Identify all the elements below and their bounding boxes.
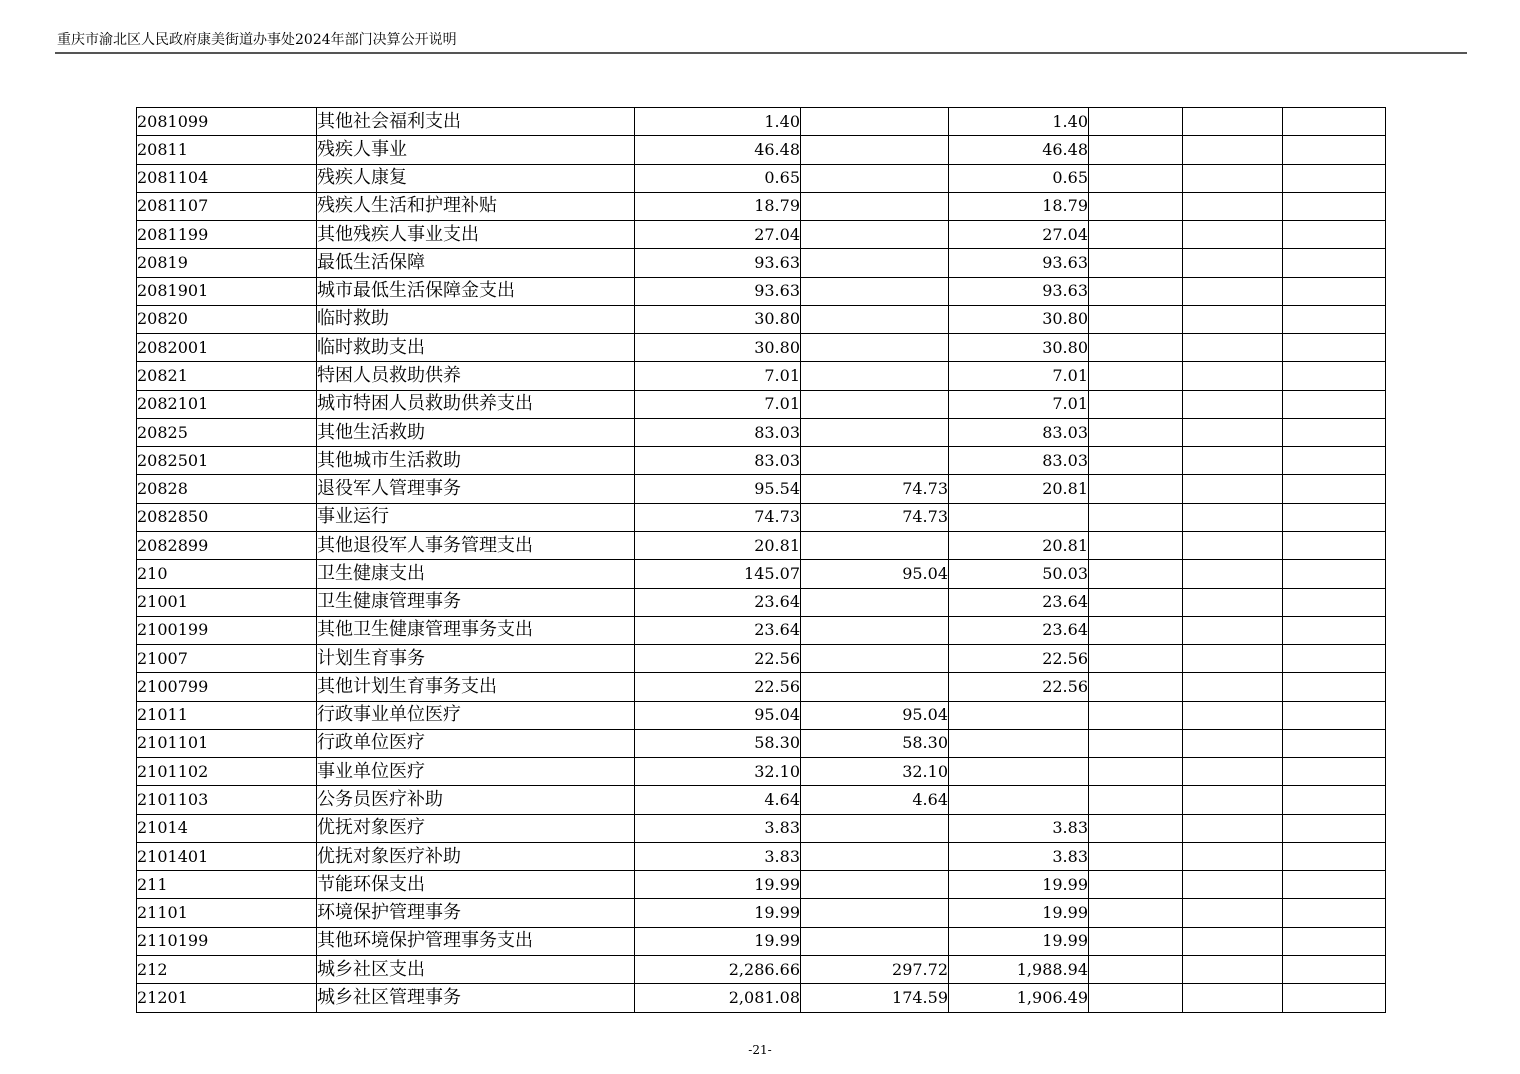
amount-cell [801,277,949,305]
empty-cell [1183,475,1283,503]
empty-cell [1183,418,1283,446]
empty-cell [1089,277,1183,305]
amount-cell [801,927,949,955]
code-cell: 210 [137,560,317,588]
amount-cell: 7.01 [635,362,801,390]
empty-cell [1183,701,1283,729]
amount-cell: 83.03 [635,447,801,475]
amount-cell: 145.07 [635,560,801,588]
name-cell: 残疾人事业 [317,136,635,164]
empty-cell [1283,531,1386,559]
amount-cell: 4.64 [635,786,801,814]
empty-cell [1089,927,1183,955]
empty-cell [1089,192,1183,220]
amount-cell [801,616,949,644]
code-cell: 2082001 [137,334,317,362]
empty-cell [1089,616,1183,644]
code-cell: 2081901 [137,277,317,305]
code-cell: 20820 [137,305,317,333]
amount-cell [801,842,949,870]
amount-cell [949,758,1089,786]
table-row [137,814,1386,842]
name-cell: 城市最低生活保障金支出 [317,277,635,305]
empty-cell [1283,701,1386,729]
empty-cell [1183,164,1283,192]
amount-cell [801,136,949,164]
table-row [137,786,1386,814]
name-cell: 其他城市生活救助 [317,447,635,475]
code-cell: 2081104 [137,164,317,192]
table-row [137,899,1386,927]
table-row [137,192,1386,220]
empty-cell [1283,927,1386,955]
table-row [137,560,1386,588]
table-body [137,108,1386,1013]
empty-cell [1283,503,1386,531]
empty-cell [1089,334,1183,362]
table-row [137,418,1386,446]
empty-cell [1183,560,1283,588]
code-cell: 20828 [137,475,317,503]
empty-cell [1089,842,1183,870]
amount-cell: 174.59 [801,984,949,1012]
empty-cell [1283,277,1386,305]
amount-cell [801,108,949,136]
name-cell: 卫生健康管理事务 [317,588,635,616]
name-cell: 其他社会福利支出 [317,108,635,136]
table-row [137,305,1386,333]
amount-cell: 0.65 [635,164,801,192]
amount-cell: 20.81 [635,531,801,559]
empty-cell [1283,390,1386,418]
amount-cell: 83.03 [635,418,801,446]
name-cell: 残疾人康复 [317,164,635,192]
name-cell: 其他退役军人事务管理支出 [317,531,635,559]
table-row [137,108,1386,136]
amount-cell [949,786,1089,814]
empty-cell [1183,758,1283,786]
amount-cell: 7.01 [949,362,1089,390]
table-row [137,729,1386,757]
empty-cell [1183,729,1283,757]
amount-cell: 2,286.66 [635,955,801,983]
empty-cell [1183,871,1283,899]
empty-cell [1089,531,1183,559]
table-row [137,645,1386,673]
amount-cell: 0.65 [949,164,1089,192]
empty-cell [1283,984,1386,1012]
amount-cell: 19.99 [949,871,1089,899]
amount-cell: 30.80 [949,334,1089,362]
empty-cell [1089,645,1183,673]
amount-cell [801,418,949,446]
code-cell: 2100199 [137,616,317,644]
code-cell: 20825 [137,418,317,446]
name-cell: 事业运行 [317,503,635,531]
amount-cell: 22.56 [635,673,801,701]
code-cell: 211 [137,871,317,899]
amount-cell: 3.83 [635,814,801,842]
empty-cell [1089,871,1183,899]
amount-cell [801,871,949,899]
amount-cell: 1,906.49 [949,984,1089,1012]
amount-cell: 50.03 [949,560,1089,588]
empty-cell [1089,729,1183,757]
empty-cell [1089,390,1183,418]
empty-cell [1089,475,1183,503]
amount-cell: 58.30 [801,729,949,757]
empty-cell [1183,927,1283,955]
amount-cell: 297.72 [801,955,949,983]
page-number: -21- [748,1043,772,1057]
empty-cell [1183,277,1283,305]
empty-cell [1183,814,1283,842]
name-cell: 城市特困人员救助供养支出 [317,390,635,418]
page-header [55,30,1467,54]
amount-cell: 1.40 [949,108,1089,136]
code-cell: 21101 [137,899,317,927]
amount-cell: 19.99 [635,899,801,927]
empty-cell [1089,136,1183,164]
amount-cell: 22.56 [635,645,801,673]
empty-cell [1089,701,1183,729]
code-cell: 21011 [137,701,317,729]
amount-cell: 19.99 [635,871,801,899]
code-cell: 2082850 [137,503,317,531]
empty-cell [1089,305,1183,333]
empty-cell [1183,616,1283,644]
amount-cell [949,503,1089,531]
amount-cell: 23.64 [635,616,801,644]
table-row [137,362,1386,390]
empty-cell [1283,136,1386,164]
empty-cell [1183,673,1283,701]
empty-cell [1283,786,1386,814]
name-cell: 退役军人管理事务 [317,475,635,503]
amount-cell: 20.81 [949,531,1089,559]
table-row [137,390,1386,418]
empty-cell [1283,108,1386,136]
name-cell: 其他残疾人事业支出 [317,221,635,249]
empty-cell [1089,786,1183,814]
code-cell: 2101401 [137,842,317,870]
amount-cell: 4.64 [801,786,949,814]
name-cell: 节能环保支出 [317,871,635,899]
amount-cell [801,588,949,616]
empty-cell [1283,560,1386,588]
amount-cell [801,249,949,277]
table-row [137,136,1386,164]
expenditure-table [136,107,1386,1013]
code-cell: 212 [137,955,317,983]
amount-cell: 95.54 [635,475,801,503]
code-cell: 2101101 [137,729,317,757]
empty-cell [1089,108,1183,136]
name-cell: 卫生健康支出 [317,560,635,588]
name-cell: 城乡社区支出 [317,955,635,983]
amount-cell [801,305,949,333]
empty-cell [1183,645,1283,673]
empty-cell [1183,305,1283,333]
amount-cell: 1.40 [635,108,801,136]
name-cell: 残疾人生活和护理补贴 [317,192,635,220]
code-cell: 2110199 [137,927,317,955]
empty-cell [1283,334,1386,362]
name-cell: 其他环境保护管理事务支出 [317,927,635,955]
empty-cell [1283,164,1386,192]
empty-cell [1089,418,1183,446]
name-cell: 公务员医疗补助 [317,786,635,814]
amount-cell: 83.03 [949,447,1089,475]
code-cell: 21201 [137,984,317,1012]
amount-cell [801,334,949,362]
name-cell: 事业单位医疗 [317,758,635,786]
empty-cell [1183,192,1283,220]
empty-cell [1089,560,1183,588]
name-cell: 计划生育事务 [317,645,635,673]
amount-cell [801,447,949,475]
empty-cell [1283,842,1386,870]
empty-cell [1183,503,1283,531]
table-row [137,955,1386,983]
amount-cell: 46.48 [635,136,801,164]
amount-cell: 93.63 [949,277,1089,305]
empty-cell [1089,814,1183,842]
empty-cell [1283,475,1386,503]
name-cell: 优抚对象医疗 [317,814,635,842]
amount-cell: 1,988.94 [949,955,1089,983]
empty-cell [1283,729,1386,757]
amount-cell: 46.48 [949,136,1089,164]
empty-cell [1283,645,1386,673]
empty-cell [1183,984,1283,1012]
name-cell: 城乡社区管理事务 [317,984,635,1012]
name-cell: 行政事业单位医疗 [317,701,635,729]
table-row [137,277,1386,305]
empty-cell [1283,221,1386,249]
amount-cell: 30.80 [635,334,801,362]
empty-cell [1283,814,1386,842]
table-row [137,334,1386,362]
amount-cell: 7.01 [949,390,1089,418]
name-cell: 其他卫生健康管理事务支出 [317,616,635,644]
amount-cell: 22.56 [949,645,1089,673]
amount-cell: 18.79 [949,192,1089,220]
table-row [137,221,1386,249]
code-cell: 2082899 [137,531,317,559]
empty-cell [1183,955,1283,983]
amount-cell: 3.83 [949,842,1089,870]
table-row [137,588,1386,616]
empty-cell [1089,503,1183,531]
amount-cell: 23.64 [949,616,1089,644]
code-cell: 20811 [137,136,317,164]
empty-cell [1283,955,1386,983]
empty-cell [1089,164,1183,192]
amount-cell [801,673,949,701]
empty-cell [1183,899,1283,927]
table-row [137,842,1386,870]
table-row [137,447,1386,475]
table-row [137,531,1386,559]
amount-cell: 23.64 [949,588,1089,616]
empty-cell [1283,447,1386,475]
amount-cell: 83.03 [949,418,1089,446]
empty-cell [1183,531,1283,559]
code-cell: 21001 [137,588,317,616]
table-row [137,758,1386,786]
code-cell: 2101102 [137,758,317,786]
empty-cell [1183,390,1283,418]
amount-cell: 3.83 [949,814,1089,842]
empty-cell [1283,305,1386,333]
empty-cell [1283,871,1386,899]
empty-cell [1183,334,1283,362]
empty-cell [1089,362,1183,390]
amount-cell [801,164,949,192]
empty-cell [1089,758,1183,786]
amount-cell: 93.63 [635,249,801,277]
code-cell: 2101103 [137,786,317,814]
amount-cell: 30.80 [949,305,1089,333]
amount-cell: 3.83 [635,842,801,870]
amount-cell [949,701,1089,729]
empty-cell [1183,588,1283,616]
amount-cell: 74.73 [801,475,949,503]
empty-cell [1089,899,1183,927]
name-cell: 临时救助支出 [317,334,635,362]
amount-cell: 19.99 [949,927,1089,955]
table-row [137,164,1386,192]
empty-cell [1183,786,1283,814]
empty-cell [1283,362,1386,390]
code-cell: 2081099 [137,108,317,136]
name-cell: 最低生活保障 [317,249,635,277]
table-row [137,616,1386,644]
empty-cell [1089,955,1183,983]
table-row [137,673,1386,701]
amount-cell: 27.04 [635,221,801,249]
code-cell: 21007 [137,645,317,673]
empty-cell [1089,984,1183,1012]
amount-cell: 23.64 [635,588,801,616]
amount-cell [801,192,949,220]
empty-cell [1089,588,1183,616]
amount-cell: 93.63 [949,249,1089,277]
table-row [137,701,1386,729]
code-cell: 2081107 [137,192,317,220]
empty-cell [1283,192,1386,220]
name-cell: 行政单位医疗 [317,729,635,757]
amount-cell: 95.04 [801,701,949,729]
table-row [137,871,1386,899]
table-row [137,503,1386,531]
amount-cell: 22.56 [949,673,1089,701]
name-cell: 其他生活救助 [317,418,635,446]
empty-cell [1089,221,1183,249]
amount-cell: 32.10 [635,758,801,786]
code-cell: 2100799 [137,673,317,701]
empty-cell [1283,899,1386,927]
empty-cell [1089,249,1183,277]
amount-cell: 32.10 [801,758,949,786]
code-cell: 2081199 [137,221,317,249]
name-cell: 其他计划生育事务支出 [317,673,635,701]
empty-cell [1183,362,1283,390]
empty-cell [1183,447,1283,475]
amount-cell: 7.01 [635,390,801,418]
empty-cell [1183,136,1283,164]
empty-cell [1183,842,1283,870]
amount-cell: 27.04 [949,221,1089,249]
name-cell: 临时救助 [317,305,635,333]
amount-cell: 18.79 [635,192,801,220]
empty-cell [1089,447,1183,475]
code-cell: 20821 [137,362,317,390]
amount-cell: 95.04 [801,560,949,588]
amount-cell [949,729,1089,757]
empty-cell [1283,758,1386,786]
empty-cell [1183,221,1283,249]
table-row [137,927,1386,955]
code-cell: 2082101 [137,390,317,418]
amount-cell [801,362,949,390]
amount-cell: 93.63 [635,277,801,305]
amount-cell [801,390,949,418]
amount-cell: 2,081.08 [635,984,801,1012]
document-title: 重庆市渝北区人民政府康美街道办事处2024年部门决算公开说明 [57,32,457,48]
name-cell: 优抚对象医疗补助 [317,842,635,870]
amount-cell: 95.04 [635,701,801,729]
empty-cell [1283,249,1386,277]
amount-cell: 74.73 [635,503,801,531]
amount-cell [801,221,949,249]
empty-cell [1089,673,1183,701]
name-cell: 环境保护管理事务 [317,899,635,927]
table-row [137,249,1386,277]
amount-cell [801,814,949,842]
amount-cell: 20.81 [949,475,1089,503]
amount-cell: 74.73 [801,503,949,531]
empty-cell [1283,673,1386,701]
amount-cell [801,531,949,559]
code-cell: 21014 [137,814,317,842]
code-cell: 20819 [137,249,317,277]
table-row [137,475,1386,503]
empty-cell [1283,418,1386,446]
empty-cell [1183,249,1283,277]
empty-cell [1283,616,1386,644]
name-cell: 特困人员救助供养 [317,362,635,390]
amount-cell: 58.30 [635,729,801,757]
empty-cell [1283,588,1386,616]
amount-cell [801,899,949,927]
amount-cell [801,645,949,673]
amount-cell: 30.80 [635,305,801,333]
empty-cell [1183,108,1283,136]
amount-cell: 19.99 [635,927,801,955]
table-row [137,984,1386,1012]
code-cell: 2082501 [137,447,317,475]
amount-cell: 19.99 [949,899,1089,927]
